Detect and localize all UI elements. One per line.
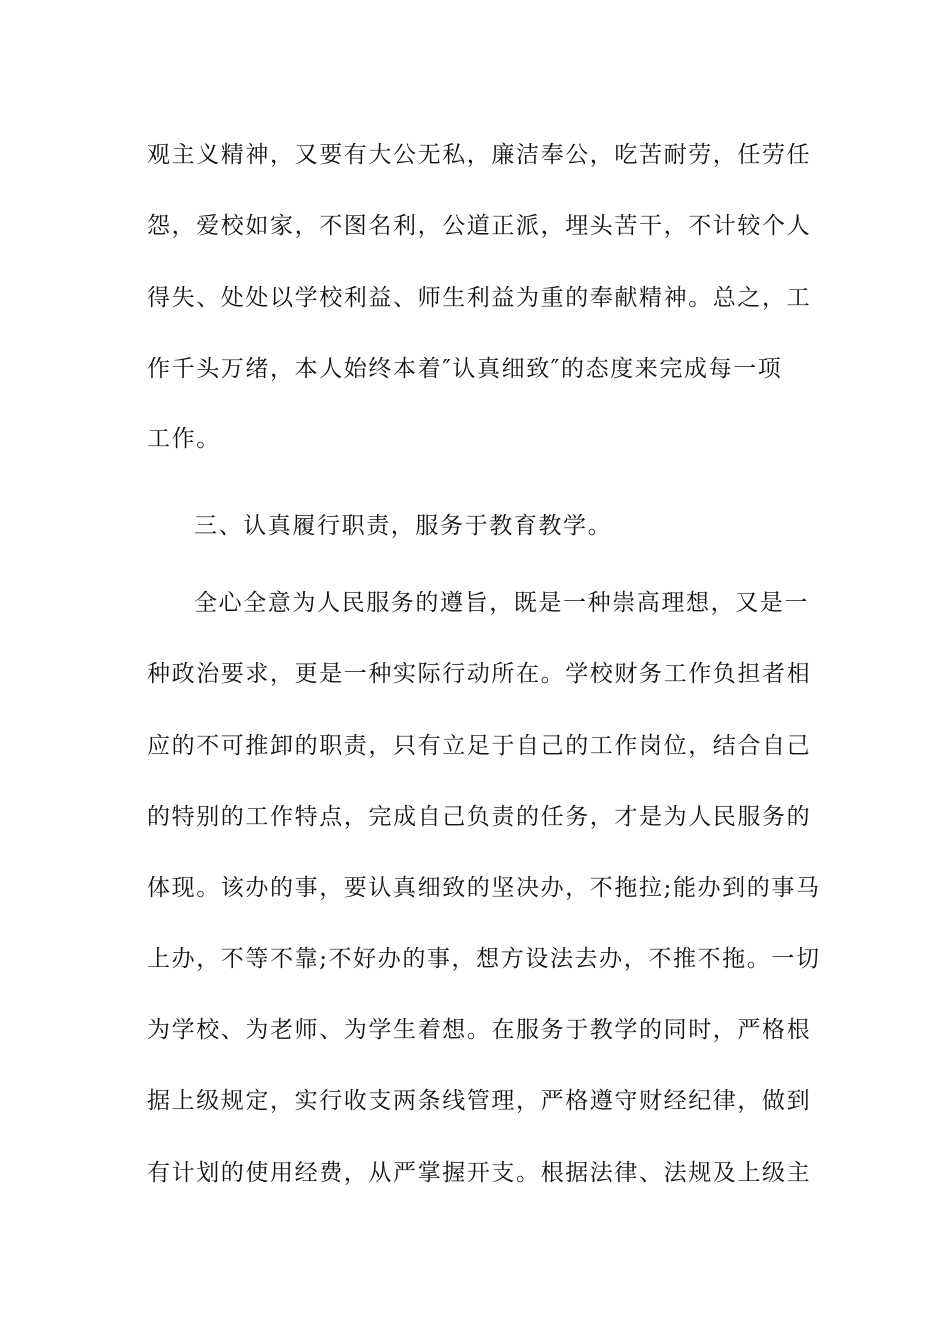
section-heading: 三、认真履行职责，服务于教育教学。	[194, 513, 613, 539]
text-line: 观主义精神，又要有大公无私，廉洁奉公，吃苦耐劳，任劳任	[147, 142, 812, 168]
text-line: 种政治要求，更是一种实际行动所在。学校财务工作负担者相	[147, 661, 812, 687]
text-line: 工作。	[147, 426, 221, 452]
text-line: 体现。该办的事，要认真细致的坚决办，不拖拉;能办到的事马	[147, 875, 821, 901]
text-line: 作千头万绪，本人始终本着″认真细致″的态度来完成每一项	[147, 356, 783, 382]
text-line: 有计划的使用经费，从严掌握开支。根据法律、法规及上级主	[147, 1160, 812, 1186]
text-line: 上办，不等不靠;不好办的事，想方设法去办，不推不拖。一切	[147, 946, 821, 972]
text-line: 怨，爱校如家，不图名利，公道正派，埋头苦干，不计较个人	[147, 213, 812, 239]
text-line: 应的不可推卸的职责，只有立足于自己的工作岗位，结合自己	[147, 733, 812, 759]
text-line: 得失、处处以学校利益、师生利益为重的奉献精神。总之，工	[147, 285, 812, 311]
paragraph-first-line: 全心全意为人民服务的遵旨，既是一种崇高理想，又是一	[194, 590, 809, 616]
text-line: 的特别的工作特点，完成自己负责的任务，才是为人民服务的	[147, 804, 812, 830]
text-line: 为学校、为老师、为学生着想。在服务于教学的同时，严格根	[147, 1017, 812, 1043]
text-line: 据上级规定，实行收支两条线管理，严格遵守财经纪律，做到	[147, 1088, 812, 1114]
